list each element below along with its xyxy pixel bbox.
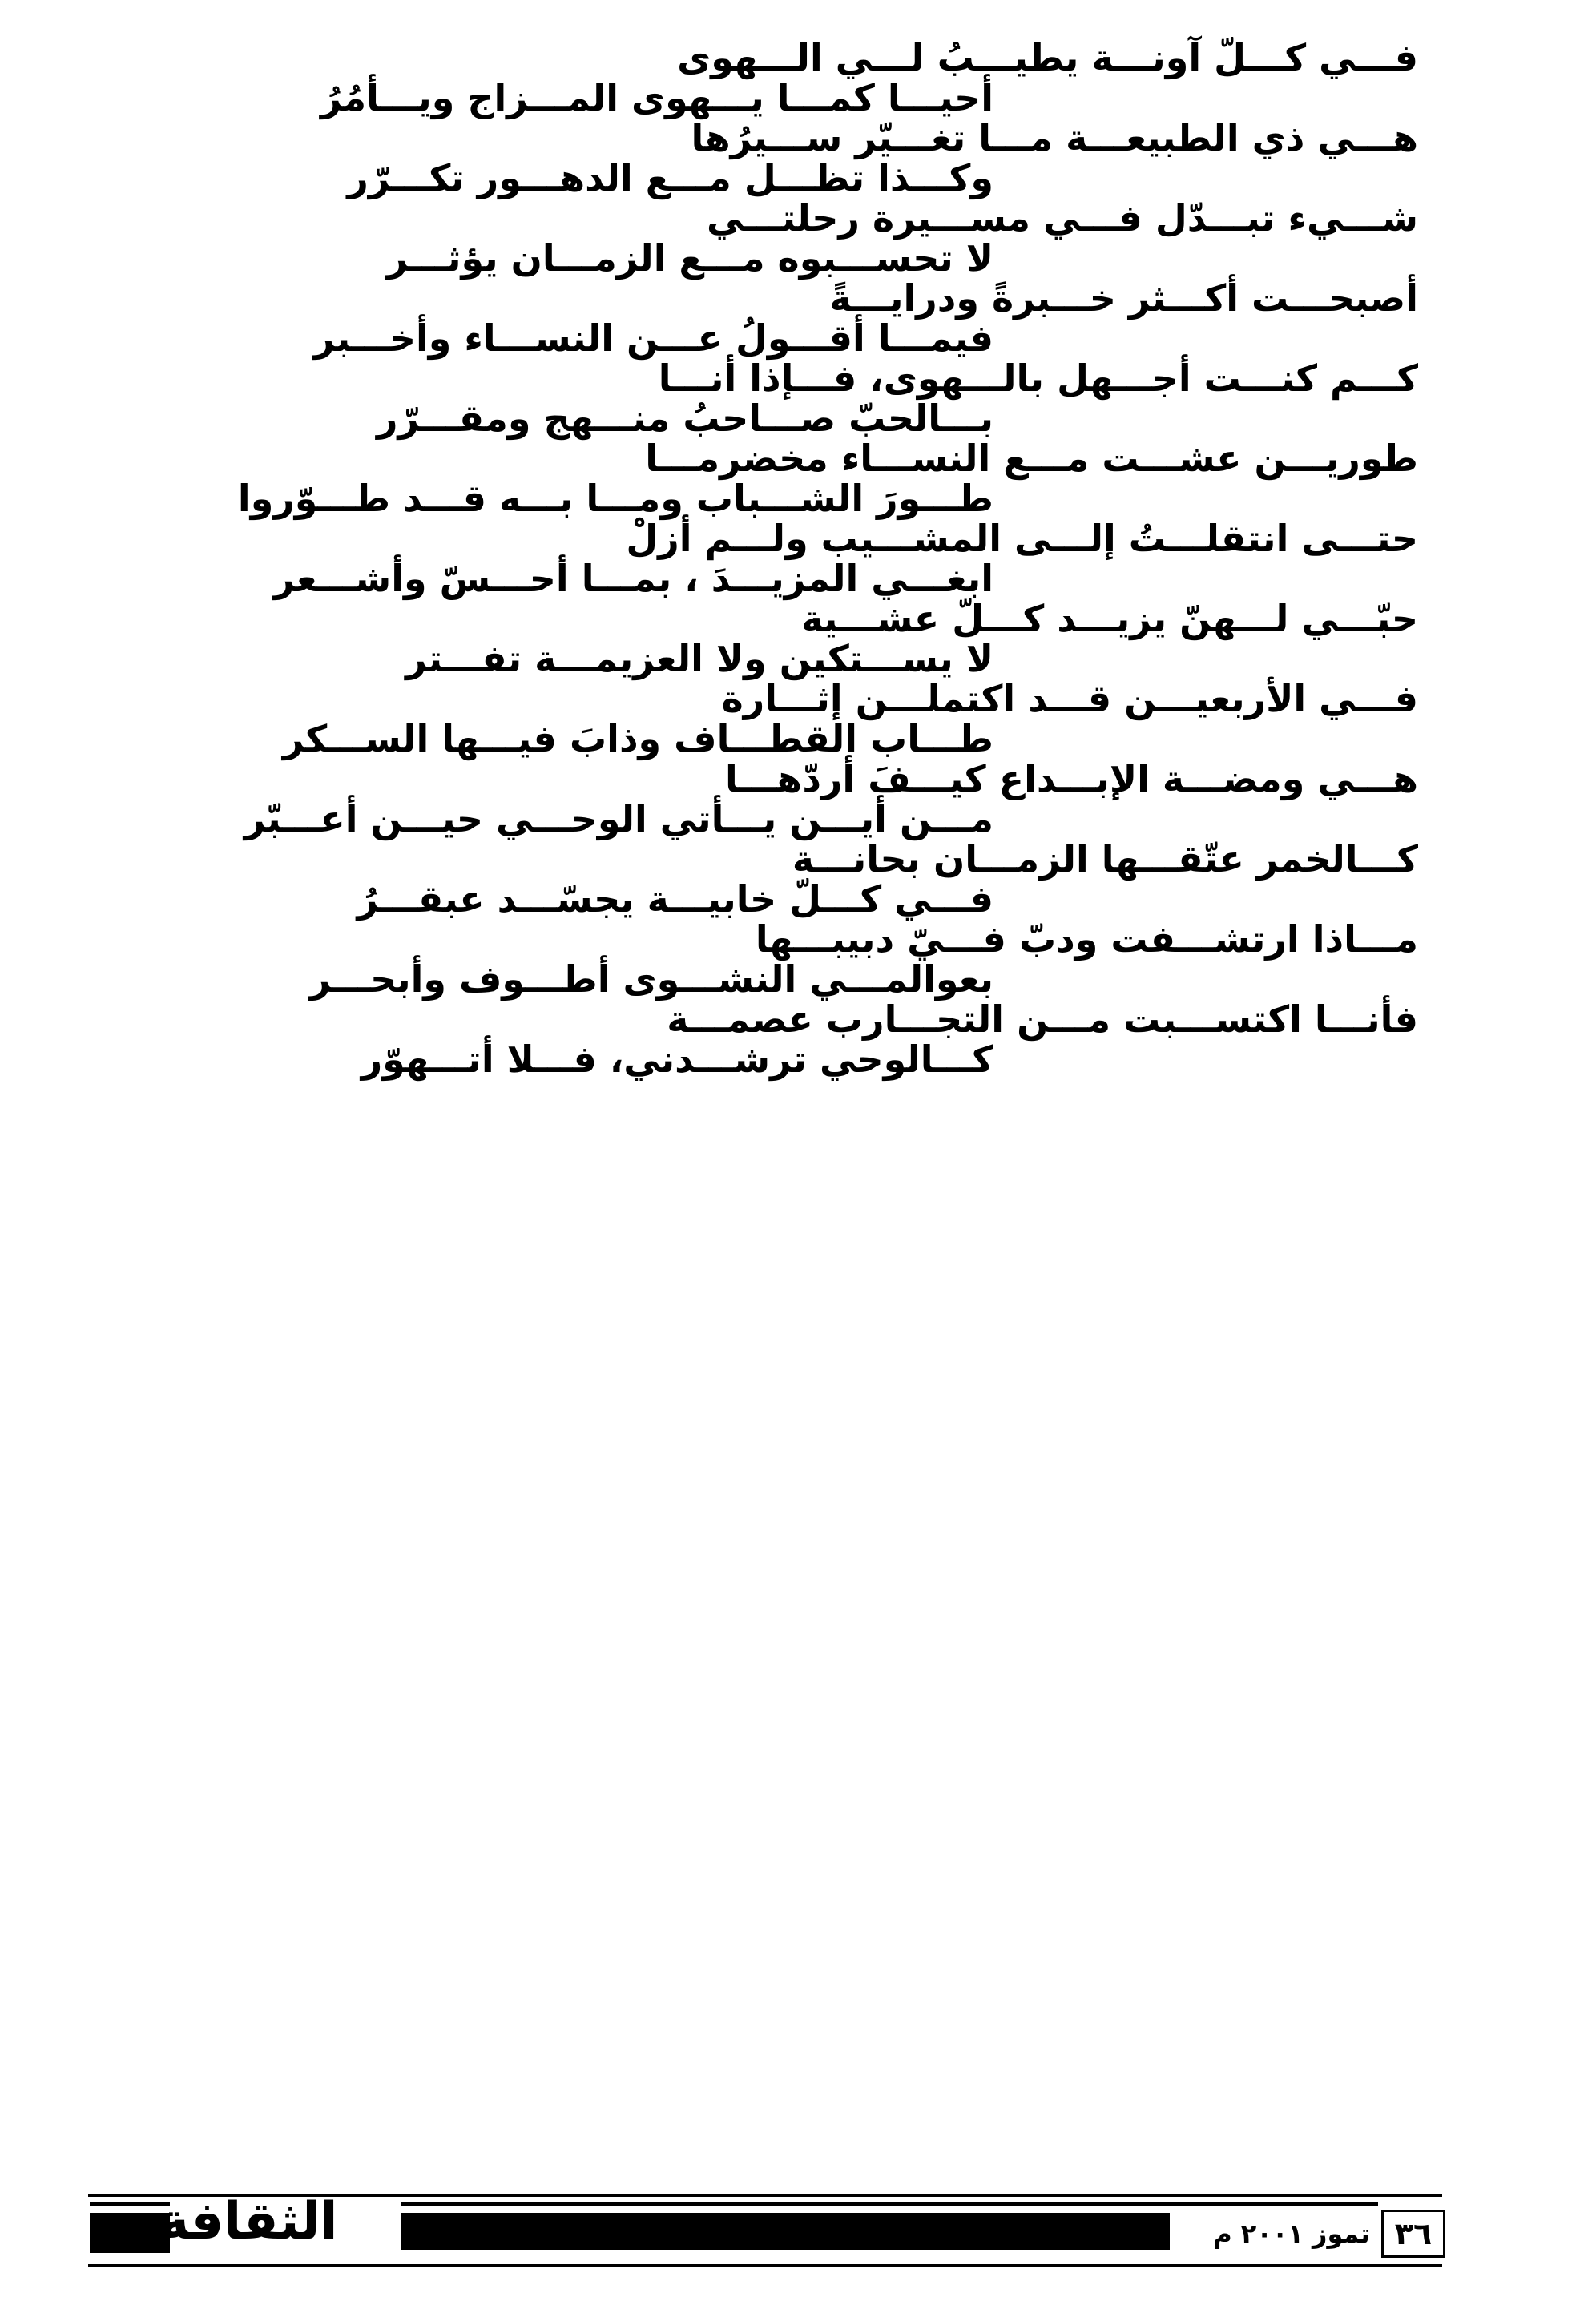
verse-line: هـــي ذي الطبيعـــة مـــا تغـــيّر ســـيرُها bbox=[691, 116, 1418, 159]
verse-line: أصبحـــت أكـــثر خـــبرةً ودرايـــةً bbox=[829, 276, 1418, 320]
verse-line: فـــي كـــلّ خابيـــة يجسّـــد عبقـــرُ bbox=[357, 877, 993, 921]
verse-line: شـــيء تبـــدّل فـــي مســـيرة رحلتـــي bbox=[707, 196, 1418, 240]
verse-line: فـــي كـــلّ آونـــة يطيـــبُ لـــي الـــهوى bbox=[677, 36, 1418, 79]
verse-line: بـــالحبّ صـــاحبُ منـــهج ومقـــرّر bbox=[376, 397, 993, 440]
footer-bar-middle-thin bbox=[401, 2202, 1378, 2206]
verse-line: فيمـــا أقـــولُ عـــن النســـاء وأخـــبر bbox=[313, 316, 993, 360]
verse-line: بعوالمـــي النشـــوى أطـــوف وأبحـــر bbox=[309, 957, 993, 1001]
verse-line: مـــن أيـــن يـــأتي الوحـــي حيـــن أعـــبّر bbox=[244, 797, 993, 840]
verse-line: كـــم كنـــت أجـــهل بالـــهوى، فـــإذا أنـــا bbox=[658, 357, 1418, 400]
magazine-logo: الثقافة bbox=[159, 2192, 338, 2251]
verse-line: فـــي الأربعيـــن قـــد اكتملـــن إثـــارة bbox=[721, 677, 1418, 720]
verse-line: طوريـــن عشـــت مـــع النســـاء مخضرمـــا bbox=[645, 437, 1418, 480]
verse-line: أحيـــا كمـــا يـــهوى المـــزاج ويـــأمُرُ bbox=[320, 76, 993, 119]
verse-line: طـــورَ الشـــباب ومـــا بـــه قـــد طـــوّروا bbox=[237, 477, 993, 520]
verse-line: كـــالخمر عتّقـــها الزمـــان بحانـــة bbox=[792, 837, 1418, 881]
verse-line: حتـــى انتقلـــتُ إلـــى المشـــيب ولـــم أزلْ bbox=[626, 517, 1418, 560]
footer-bar-middle bbox=[401, 2213, 1170, 2250]
page-number: ٣٦ bbox=[1381, 2210, 1445, 2258]
verse-line: كـــالوحي ترشـــدني، فـــلا أتـــهوّر bbox=[361, 1038, 993, 1081]
verse-line: لا تحســـبوه مـــع الزمـــان يؤثـــر bbox=[386, 236, 993, 280]
verse-line: فأنـــا اكتســـبت مـــن التجـــارب عصمـــة bbox=[667, 997, 1418, 1041]
verse-line: مـــاذا ارتشـــفت ودبّ فـــيّ دبيبـــها bbox=[755, 917, 1418, 961]
verse-line: ابغـــي المزيـــدَ ، بمـــا أحـــسّ وأشـــعر bbox=[273, 557, 993, 600]
verse-line: وكـــذا تظـــل مـــع الدهـــور تكـــرّر bbox=[347, 156, 993, 199]
footer-rule-bottom bbox=[88, 2264, 1442, 2267]
issue-date: تموز ٢٠٠١ م bbox=[1213, 2218, 1370, 2249]
verse-line: طـــاب القطـــاف وذابَ فيـــها الســـكر bbox=[282, 717, 993, 760]
verse-line: هـــي ومضـــة الإبـــداع كيـــفَ أردّهـــا bbox=[724, 757, 1418, 800]
verse-line: لا يســـتكين ولا العزيمـــة تفـــتر bbox=[405, 637, 993, 680]
verse-line: حبّـــي لـــهنّ يزيـــد كـــلّ عشـــية bbox=[801, 597, 1418, 640]
